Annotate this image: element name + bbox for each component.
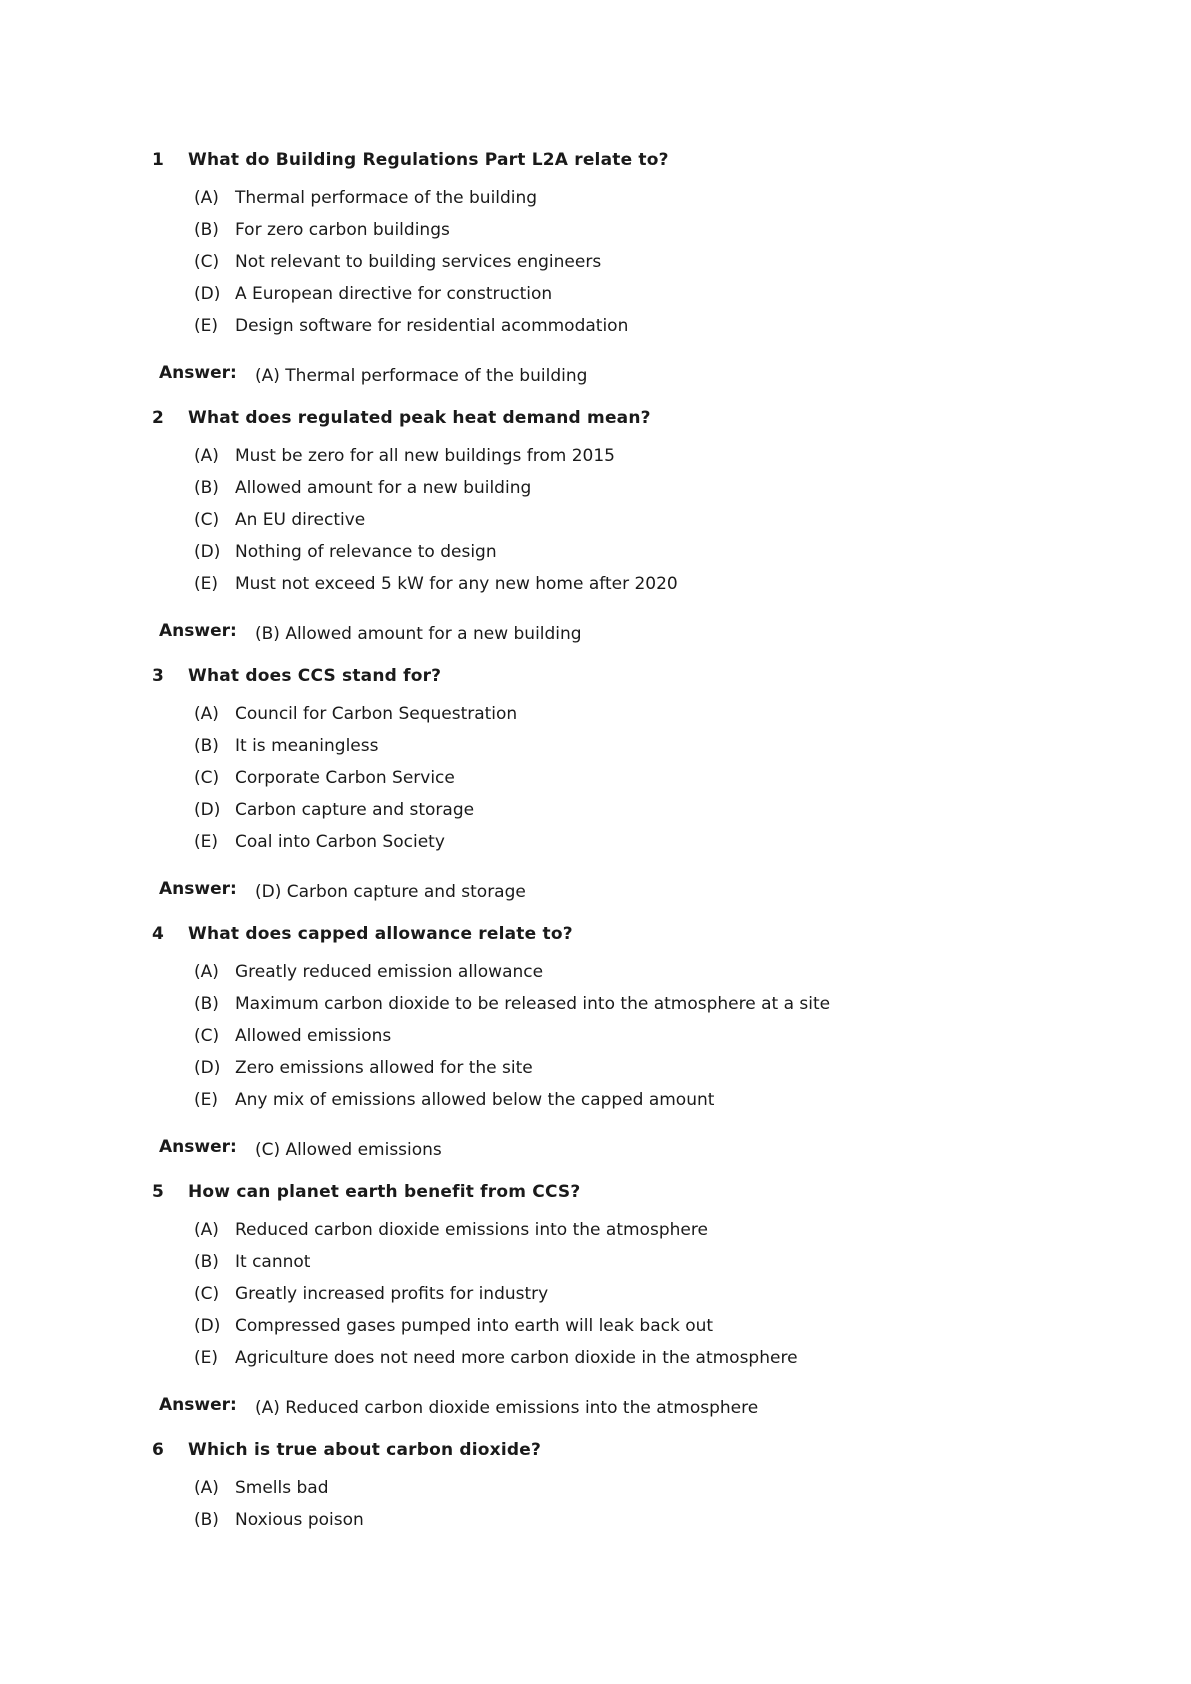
option-text: Must not exceed 5 kW for any new home after 2020: [235, 574, 678, 594]
option-e: [194, 316, 1152, 348]
option-text: An EU directive: [235, 510, 366, 530]
option-letter: (B): [194, 220, 219, 240]
answer-label: Answer:: [159, 879, 237, 899]
option-c: [194, 1284, 1152, 1316]
option-letter: (A): [194, 446, 219, 466]
option-c: [194, 1026, 1152, 1058]
option-letter: (A): [194, 188, 219, 208]
option-a: [194, 1478, 1152, 1510]
option-letter: (B): [194, 736, 219, 756]
question-text: How can planet earth benefit from CCS?: [188, 1182, 581, 1202]
option-d: [194, 1058, 1152, 1090]
option-letter: (D): [194, 1058, 221, 1078]
option-text: Reduced carbon dioxide emissions into the atmosphere: [235, 1220, 708, 1240]
option-text: Nothing of relevance to design: [235, 542, 497, 562]
option-a: [194, 1220, 1152, 1252]
question-5: [152, 1182, 1152, 1418]
option-letter: (C): [194, 252, 220, 272]
option-letter: (B): [194, 478, 219, 498]
option-text: A European directive for construction: [235, 284, 553, 304]
option-letter: (E): [194, 316, 219, 336]
option-letter: (E): [194, 574, 219, 594]
option-c: [194, 252, 1152, 284]
question-text: What do Building Regulations Part L2A relate to?: [188, 150, 669, 170]
answer-label: Answer:: [159, 363, 237, 383]
question-number: 1: [152, 150, 165, 170]
question-text: What does capped allowance relate to?: [188, 924, 573, 944]
option-letter: (E): [194, 832, 219, 852]
option-text: It cannot: [235, 1252, 311, 1272]
option-letter: (E): [194, 1090, 219, 1110]
option-text: For zero carbon buildings: [235, 220, 450, 240]
option-e: [194, 832, 1152, 864]
option-letter: (C): [194, 510, 220, 530]
options-list: [194, 962, 1152, 1122]
option-c: [194, 768, 1152, 800]
option-a: [194, 704, 1152, 736]
question-number: 5: [152, 1182, 165, 1202]
option-text: Greatly increased profits for industry: [235, 1284, 549, 1304]
option-letter: (C): [194, 1284, 220, 1304]
options-list: [194, 704, 1152, 864]
option-letter: (B): [194, 1510, 219, 1530]
answer-line: [159, 363, 1152, 386]
answer-text: (A) Reduced carbon dioxide emissions into the atmosphere: [255, 1398, 759, 1418]
question-number: 3: [152, 666, 165, 686]
option-e: [194, 1348, 1152, 1380]
option-letter: (D): [194, 542, 221, 562]
option-text: Council for Carbon Sequestration: [235, 704, 518, 724]
question-1: [152, 150, 1152, 386]
answer-text: (D) Carbon capture and storage: [255, 882, 526, 902]
option-text: Any mix of emissions allowed below the capped amount: [235, 1090, 715, 1110]
option-text: Thermal performace of the building: [235, 188, 538, 208]
options-list: [194, 446, 1152, 606]
option-b: [194, 220, 1152, 252]
option-text: Agriculture does not need more carbon dioxide in the atmosphere: [235, 1348, 798, 1368]
question-number: 6: [152, 1440, 165, 1460]
options-list: [194, 188, 1152, 348]
option-letter: (C): [194, 1026, 220, 1046]
question-text: What does regulated peak heat demand mean?: [188, 408, 651, 428]
answer-line: [159, 1395, 1152, 1418]
option-text: Allowed amount for a new building: [235, 478, 532, 498]
option-letter: (B): [194, 994, 219, 1014]
option-text: Greatly reduced emission allowance: [235, 962, 544, 982]
option-c: [194, 510, 1152, 542]
option-b: [194, 736, 1152, 768]
option-letter: (A): [194, 1478, 219, 1498]
question-6: [152, 1440, 1152, 1542]
option-d: [194, 1316, 1152, 1348]
question-heading: [152, 1440, 1152, 1464]
answer-text: (C) Allowed emissions: [255, 1140, 442, 1160]
option-letter: (B): [194, 1252, 219, 1272]
option-letter: (A): [194, 962, 219, 982]
options-list: [194, 1478, 1152, 1542]
option-letter: (E): [194, 1348, 219, 1368]
option-b: [194, 478, 1152, 510]
option-text: Design software for residential acommodation: [235, 316, 629, 336]
option-letter: (D): [194, 800, 221, 820]
answer-text: (A) Thermal performace of the building: [255, 366, 588, 386]
question-heading: [152, 924, 1152, 948]
answer-line: [159, 879, 1152, 902]
answer-text: (B) Allowed amount for a new building: [255, 624, 582, 644]
option-a: [194, 962, 1152, 994]
answer-label: Answer:: [159, 1395, 237, 1415]
option-e: [194, 574, 1152, 606]
answer-label: Answer:: [159, 1137, 237, 1157]
option-text: Must be zero for all new buildings from 2015: [235, 446, 615, 466]
question-heading: [152, 150, 1152, 174]
option-text: Smells bad: [235, 1478, 329, 1498]
option-text: Noxious poison: [235, 1510, 364, 1530]
option-letter: (A): [194, 1220, 219, 1240]
question-heading: [152, 666, 1152, 690]
question-2: [152, 408, 1152, 644]
option-letter: (D): [194, 284, 221, 304]
option-text: Coal into Carbon Society: [235, 832, 445, 852]
question-text: Which is true about carbon dioxide?: [188, 1440, 542, 1460]
option-b: [194, 1252, 1152, 1284]
option-text: Allowed emissions: [235, 1026, 392, 1046]
question-number: 2: [152, 408, 165, 428]
option-text: Maximum carbon dioxide to be released into the atmosphere at a site: [235, 994, 831, 1014]
answer-line: [159, 1137, 1152, 1160]
question-heading: [152, 408, 1152, 432]
answer-label: Answer:: [159, 621, 237, 641]
question-number: 4: [152, 924, 165, 944]
options-list: [194, 1220, 1152, 1380]
option-text: It is meaningless: [235, 736, 379, 756]
question-heading: [152, 1182, 1152, 1206]
option-a: [194, 188, 1152, 220]
option-text: Corporate Carbon Service: [235, 768, 455, 788]
option-text: Carbon capture and storage: [235, 800, 475, 820]
option-e: [194, 1090, 1152, 1122]
question-text: What does CCS stand for?: [188, 666, 442, 686]
option-letter: (C): [194, 768, 220, 788]
option-a: [194, 446, 1152, 478]
answer-line: [159, 621, 1152, 644]
option-b: [194, 1510, 1152, 1542]
option-text: Not relevant to building services engineers: [235, 252, 602, 272]
option-d: [194, 800, 1152, 832]
option-d: [194, 284, 1152, 316]
option-text: Compressed gases pumped into earth will leak back out: [235, 1316, 714, 1336]
option-text: Zero emissions allowed for the site: [235, 1058, 533, 1078]
question-4: [152, 924, 1152, 1160]
question-3: [152, 666, 1152, 902]
option-d: [194, 542, 1152, 574]
option-b: [194, 994, 1152, 1026]
option-letter: (D): [194, 1316, 221, 1336]
option-letter: (A): [194, 704, 219, 724]
